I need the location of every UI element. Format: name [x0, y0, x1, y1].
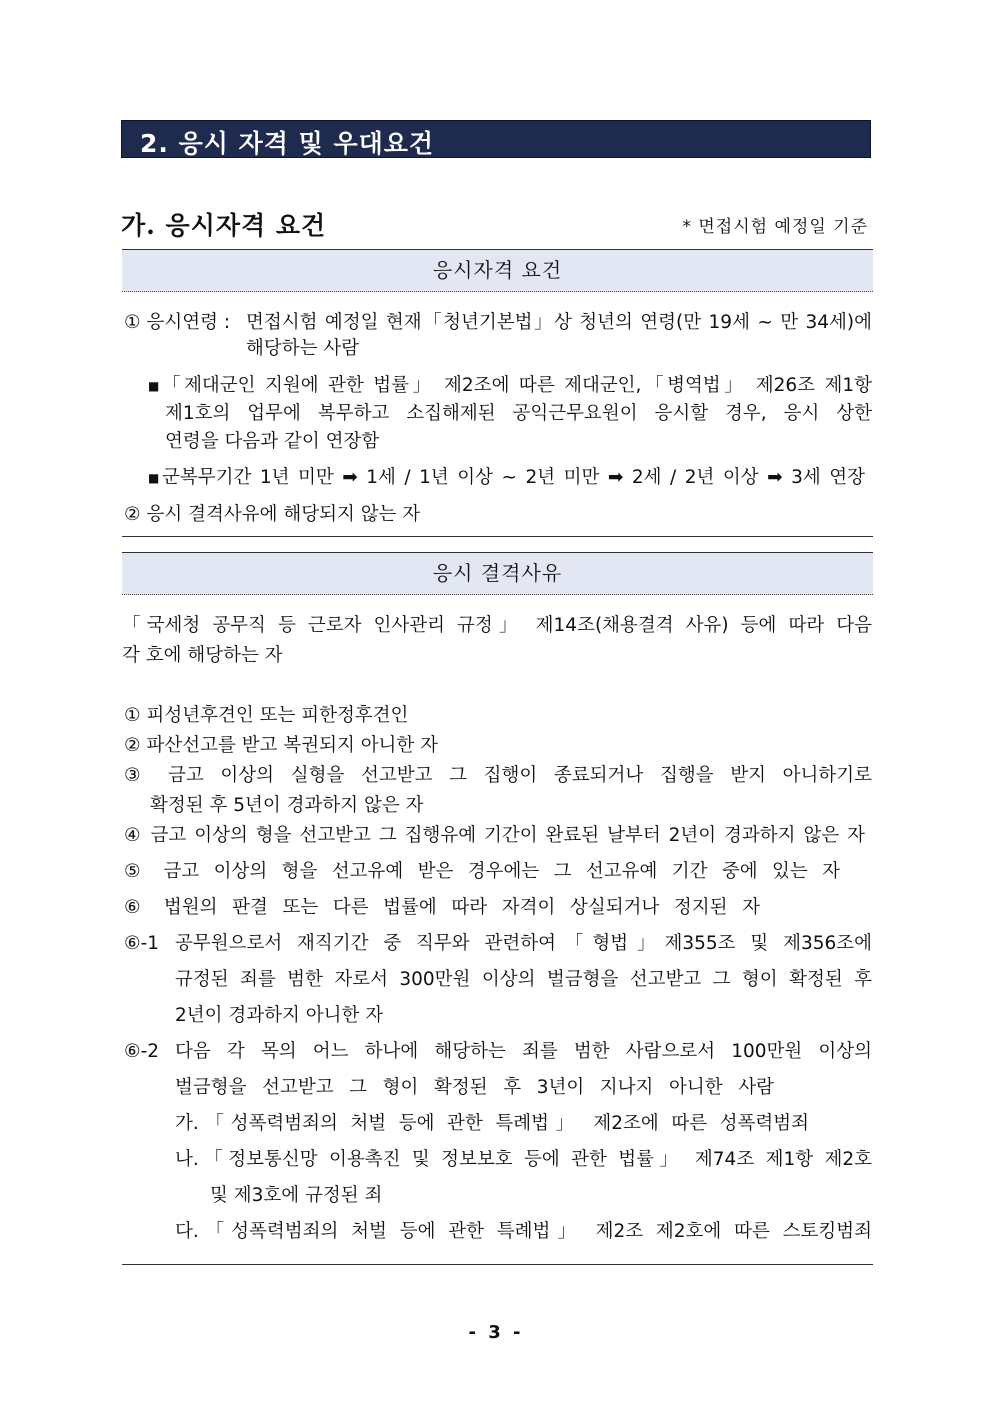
disqualification-item-6-1-label: ⑥-1	[124, 933, 160, 954]
disqualification-item-4: ④ 금고 이상의 형을 선고받고 그 집행유예 기간이 완료된 날부터 2년이 경과하지 않은 자	[124, 825, 865, 846]
extension-bullet-line1: 「제대군인 지원에 관한 법률」 제2조에 따른 제대군인,「병역법」 제26조 제1항	[162, 375, 872, 396]
divider	[122, 536, 873, 537]
disqualification-intro-line2: 각 호에 해당하는 자	[122, 645, 283, 666]
disqualification-item-1: ① 피성년후견인 또는 피한정후견인	[124, 705, 409, 726]
sub-item-da: 다.「성폭력범죄의 처벌 등에 관한 특례법」 제2조 제2호에 따른 스토킹범죄	[175, 1221, 872, 1242]
disqualification-item-6-1-line2: 규정된 죄를 범한 자로서 300만원 이상의 벌금형을 선고받고 그 형이 확정된 후	[175, 969, 872, 990]
age-item-line1: 면접시험 예정일 현재「청년기본법」상 청년의 연령(만 19세 ~ 만 34세)에	[246, 312, 872, 333]
bullet-square-icon: ■	[148, 379, 160, 393]
sub-item-ga: 가.「성폭력범죄의 처벌 등에 관한 특례법」 제2조에 따른 성폭력범죄	[175, 1113, 809, 1134]
sub-item-na-line2: 및 제3호에 규정된 죄	[210, 1185, 383, 1206]
disqualification-item-6: ⑥ 법원의 판결 또는 다른 법률에 따라 자격이 상실되거나 정지된 자	[124, 897, 760, 918]
service-period-bullet: 군복무기간 1년 미만 ➡ 1세 / 1년 이상 ~ 2년 미만 ➡ 2세 / 2년 이상 ➡ 3세 연장	[162, 467, 865, 488]
disqualification-item-6-2-line2: 벌금형을 선고받고 그 형이 확정된 후 3년이 지나지 아니한 사람	[175, 1077, 774, 1098]
disqualification-intro-line1: 「국세청 공무직 등 근로자 인사관리 규정」 제14조(채용결격 사유) 등에 따라 다음	[122, 615, 872, 636]
disqualification-item-3-line2: 확정된 후 5년이 경과하지 않은 자	[150, 795, 424, 816]
extension-bullet-line2: 제1호의 업무에 복무하고 소집해제된 공익근무요원이 응시할 경우, 응시 상한	[165, 403, 872, 424]
disqualification-item-6-1-line3: 2년이 경과하지 아니한 자	[175, 1005, 384, 1026]
disqualification-item-3-line1: ③ 금고 이상의 실형을 선고받고 그 집행이 종료되거나 집행을 받지 아니하기로	[124, 765, 872, 786]
subsection-note: * 면접시험 예정일 기준	[682, 217, 868, 237]
disqualification-item-2: ② 파산선고를 받고 복권되지 아니한 자	[124, 735, 439, 756]
divider	[122, 1264, 873, 1265]
section-title: 2. 응시 자격 및 우대요건	[140, 129, 435, 158]
disqualification-box-header: 응시 결격사유	[122, 552, 873, 595]
eligibility-box-header: 응시자격 요건	[122, 249, 873, 292]
disqualification-item: ② 응시 결격사유에 해당되지 않는 자	[124, 504, 421, 525]
disqualification-item-6-2-label: ⑥-2	[124, 1041, 160, 1062]
sub-item-na-line1: 나.「정보통신망 이용촉진 및 정보보호 등에 관한 법률」 제74조 제1항 제2호	[175, 1149, 872, 1170]
page-number: - 3 -	[468, 1322, 524, 1343]
extension-bullet-line3: 연령을 다음과 같이 연장함	[165, 431, 380, 452]
disqualification-item-6-2-line1: 다음 각 목의 어느 하나에 해당하는 죄를 범한 사람으로서 100만원 이상의	[175, 1041, 872, 1062]
disqualification-item-6-1-line1: 공무원으로서 재직기간 중 직무와 관련하여「형법」제355조 및 제356조에	[175, 933, 872, 954]
section-header-bar	[121, 120, 871, 158]
age-item-line2: 해당하는 사람	[246, 338, 360, 359]
bullet-square-icon: ■	[148, 471, 160, 485]
disqualification-item-5: ⑤ 금고 이상의 형을 선고유예 받은 경우에는 그 선고유예 기간 중에 있는 자	[124, 861, 840, 882]
age-item-label: ① 응시연령 :	[124, 312, 231, 333]
subsection-title: 가. 응시자격 요건	[121, 211, 327, 240]
